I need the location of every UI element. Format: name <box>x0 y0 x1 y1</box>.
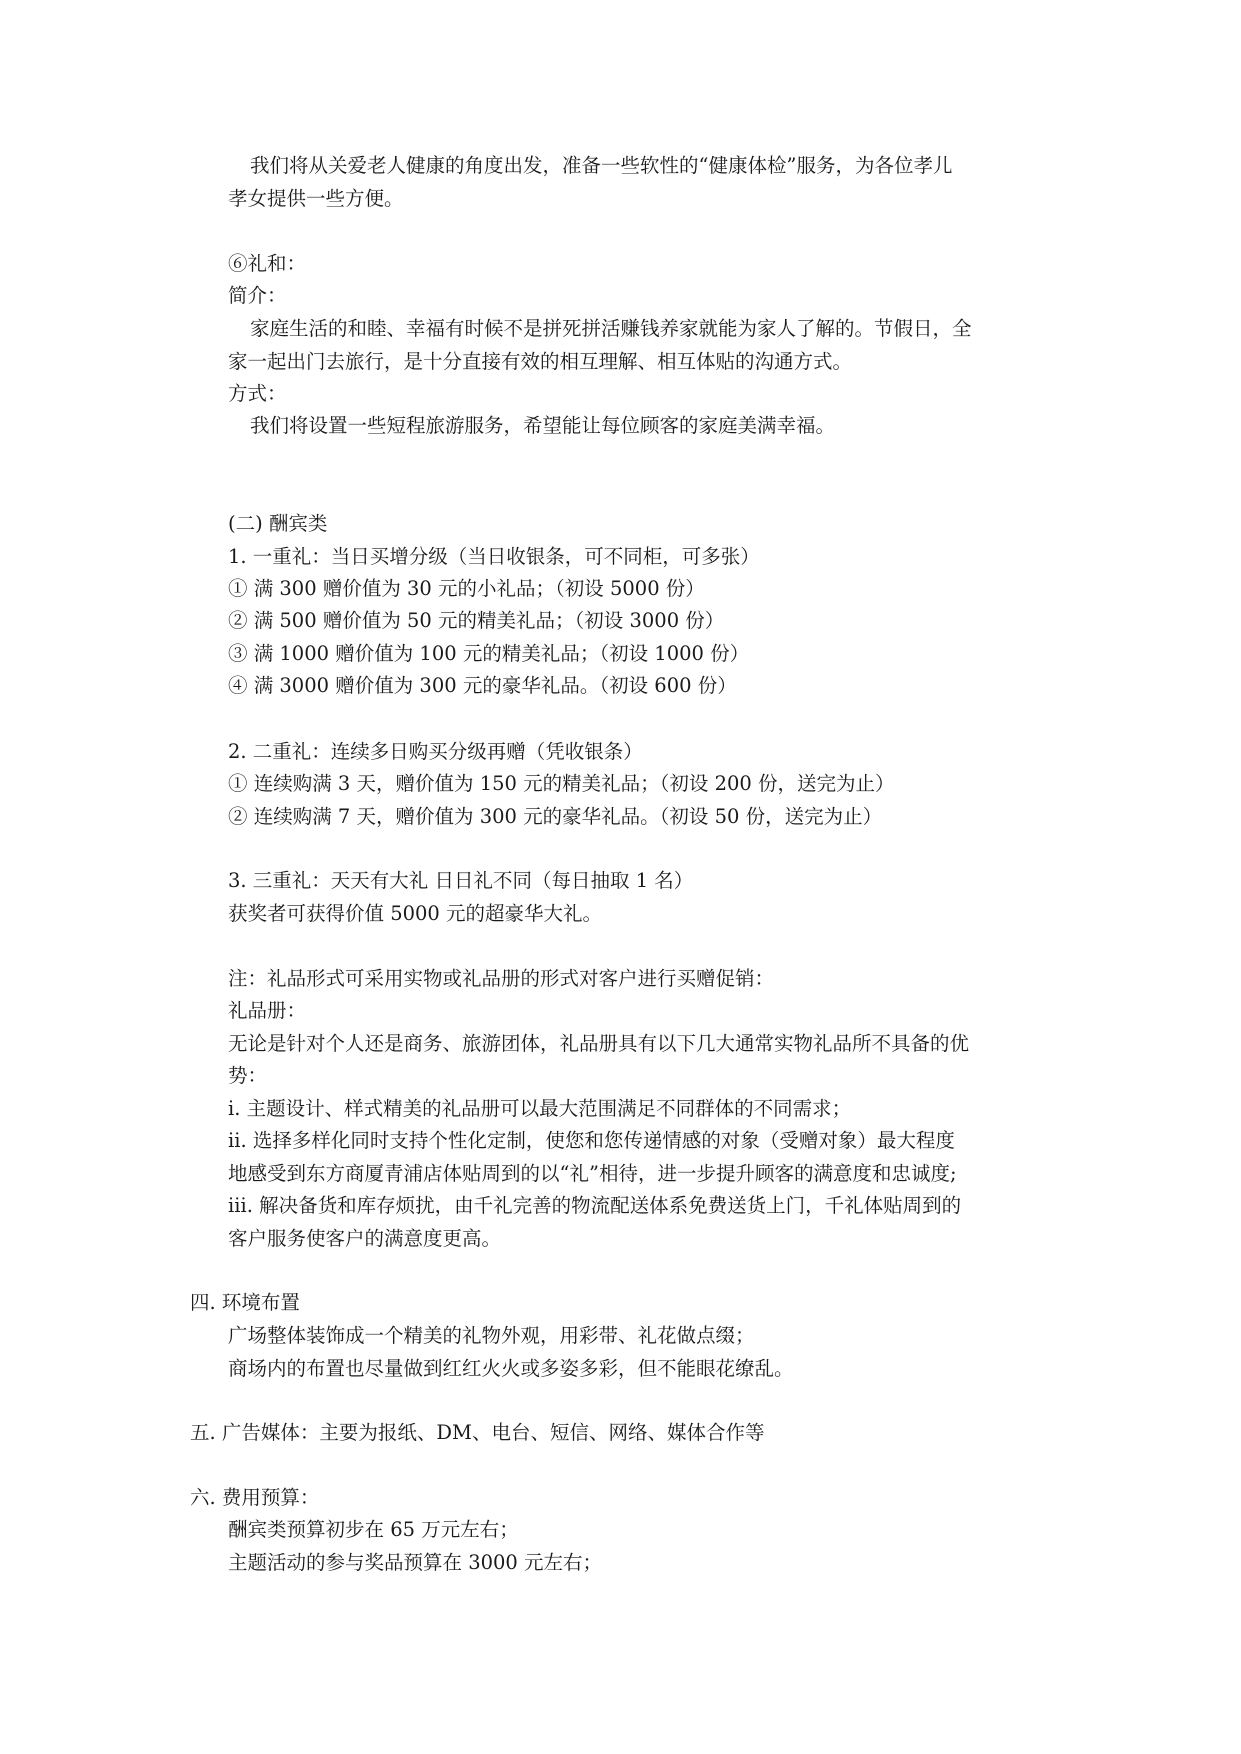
advantage-i: ⅰ. 主题设计、样式精美的礼品册可以最大范围满足不同群体的不同需求； <box>228 1097 852 1120</box>
section-6-line-2: 主题活动的参与奖品预算在 3000 元左右； <box>228 1551 603 1574</box>
tier1-item: ③ 满 1000 赠价值为 100 元的精美礼品；（初设 1000 份） <box>228 642 750 665</box>
tier3-text: 获奖者可获得价值 5000 元的超豪华大礼。 <box>228 902 603 925</box>
tier2-item: ② 连续购满 7 天，赠价值为 300 元的豪华礼品。（初设 50 份，送完为止） <box>228 805 883 828</box>
tier2-item: ① 连续购满 3 天，赠价值为 150 元的精美礼品；（初设 200 份，送完为止） <box>228 772 895 795</box>
lihe-intro-line-2: 家一起出门去旅行，是十分直接有效的相互理解、相互体贴的沟通方式。 <box>228 350 853 373</box>
lihe-intro-label: 简介： <box>228 284 287 307</box>
lihe-heading: ⑥礼和： <box>228 252 307 275</box>
lihe-intro-line-1: 家庭生活的和睦、幸福有时候不是拼死拼活赚钱养家就能为家人了解的。节假日，全 <box>250 317 972 340</box>
note-line: 注：礼品形式可采用实物或礼品册的形式对客户进行买赠促销： <box>228 967 775 990</box>
advantage-ii-line-1: ⅱ. 选择多样化同时支持个性化定制，使您和您传递情感的对象（受赠对象）最大程度 <box>228 1129 955 1152</box>
tier2-title: 2. 二重礼：连续多日购买分级再赠（凭收银条） <box>228 740 643 763</box>
advantage-iii-line-2: 客户服务使客户的满意度更高。 <box>228 1227 502 1250</box>
gift-book-advantage-line-2: 势： <box>228 1064 268 1087</box>
advantage-iii-line-1: ⅲ. 解决备货和库存烦扰，由千礼完善的物流配送体系免费送货上门，千礼体贴周到的 <box>228 1194 962 1217</box>
tier3-title: 3. 三重礼：天天有大礼 日日礼不同（每日抽取 1 名） <box>228 869 694 892</box>
health-intro-line-1: 我们将从关爱老人健康的角度出发，准备一些软性的“健康体检”服务，为各位孝儿 <box>250 154 953 177</box>
tier1-title: 1. 一重礼：当日买增分级（当日收银条，可不同柜，可多张） <box>228 545 760 568</box>
tier1-item: ① 满 300 赠价值为 30 元的小礼品；（初设 5000 份） <box>228 577 705 600</box>
tier1-item: ② 满 500 赠价值为 50 元的精美礼品；（初设 3000 份） <box>228 609 725 632</box>
section-6-line-1: 酬宾类预算初步在 65 万元左右； <box>228 1518 519 1541</box>
section-4-line-2: 商场内的布置也尽量做到红红火火或多姿多彩，但不能眼花缭乱。 <box>228 1357 794 1380</box>
lihe-method-text: 我们将设置一些短程旅游服务，希望能让每位顾客的家庭美满幸福。 <box>250 414 836 437</box>
section-4-line-1: 广场整体装饰成一个精美的礼物外观，用彩带、礼花做点缀； <box>228 1324 755 1347</box>
gift-book-advantage-line-1: 无论是针对个人还是商务、旅游团体，礼品册具有以下几大通常实物礼品所不具备的优 <box>228 1032 970 1055</box>
lihe-method-label: 方式： <box>228 382 287 405</box>
gift-book-label: 礼品册： <box>228 999 307 1022</box>
section-5-heading: 五. 广告媒体：主要为报纸、DM、电台、短信、网络、媒体合作等 <box>190 1421 765 1444</box>
advantage-ii-line-2: 地感受到东方商厦青浦店体贴周到的以“礼”相待，进一步提升顾客的满意度和忠诚度; <box>228 1162 957 1185</box>
reward-heading: (二) 酬宾类 <box>228 512 328 535</box>
tier1-item: ④ 满 3000 赠价值为 300 元的豪华礼品。（初设 600 份） <box>228 674 737 697</box>
section-6-heading: 六. 费用预算： <box>190 1486 320 1509</box>
section-4-heading: 四. 环境布置 <box>190 1291 300 1314</box>
health-intro-line-2: 孝女提供一些方便。 <box>228 187 404 210</box>
